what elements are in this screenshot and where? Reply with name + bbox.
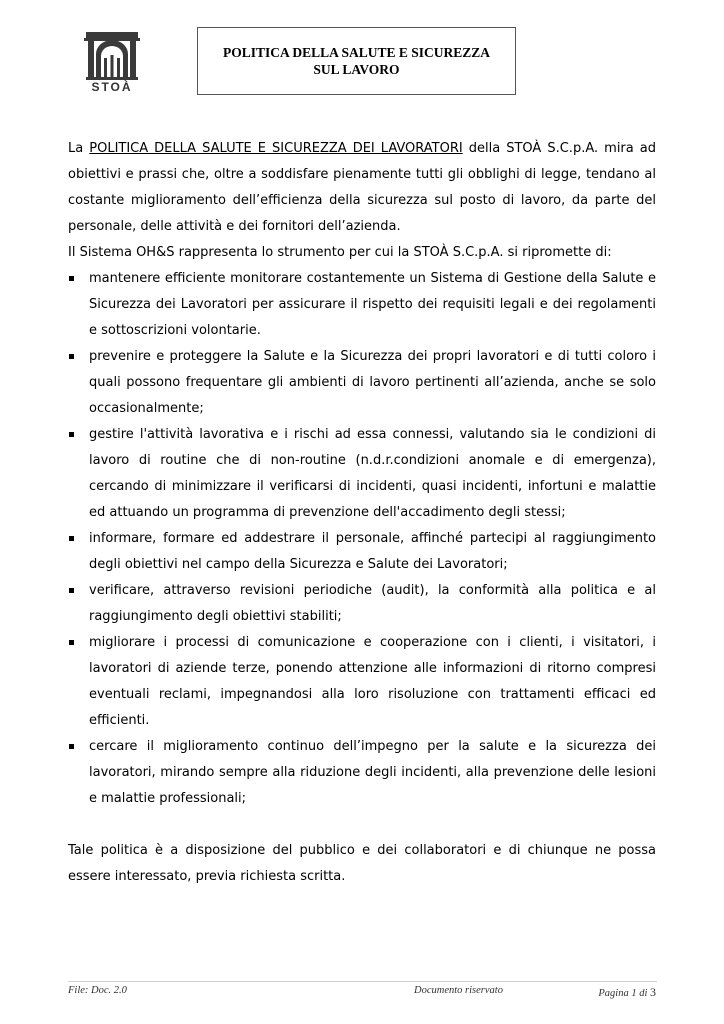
square-bullet-icon bbox=[69, 276, 74, 281]
commitments-list bbox=[68, 266, 656, 812]
list-item-text: prevenire e proteggere la Salute e la Sicurezza dei propri lavoratori e di tutti coloro i quali possono frequentare gli ambienti di lavoro pertinenti all’azienda, anche se solo occasionalmente; bbox=[89, 349, 656, 416]
document-body bbox=[68, 136, 656, 890]
square-bullet-icon bbox=[69, 354, 74, 359]
list-item bbox=[68, 344, 656, 422]
intro-text: della STOÀ S.C.p.A. mira ad obiettivi e prassi che, oltre a soddisfare pienamente tutti gli obblighi di legge, tendano al costante miglioramento dell’efficienza della sicurezza sul posto di lavoro, da parte del personale, delle attività e dei fornitori dell’azienda. bbox=[68, 141, 656, 234]
square-bullet-icon bbox=[69, 640, 74, 645]
list-item-text: migliorare i processi di comunicazione e cooperazione con i clienti, i visitatori, i lavoratori di aziende terze, ponendo attenzione alle informazioni di ritorno compresi eventuali reclami, impegnandosi alla loro risoluzione con trattamenti efficaci ed efficienti. bbox=[89, 635, 656, 728]
list-item-text: gestire l'attività lavorativa e i rischi ad essa connessi, valutando sia le condizioni di lavoro di routine che di non-routine (n.d.r.condizioni anomale e di emergenza), cercando di minimizzare il verificarsi di incidenti, quasi incidenti, infortuni e malattie ed attuando un programma di prevenzione dell'accadimento degli stessi; bbox=[89, 427, 656, 520]
list-item bbox=[68, 630, 656, 734]
company-logo bbox=[80, 28, 144, 98]
list-item bbox=[68, 266, 656, 344]
footer-page-number bbox=[598, 985, 656, 1000]
intro-paragraph bbox=[68, 136, 656, 240]
square-bullet-icon bbox=[69, 588, 74, 593]
list-item bbox=[68, 734, 656, 812]
footer-divider bbox=[68, 981, 657, 982]
closing-paragraph: Tale politica è a disposizione del pubblico e dei collaboratori e di chiunque ne possa essere interessato, previa richiesta scritta. bbox=[68, 843, 656, 884]
intro-prefix: La bbox=[68, 141, 90, 156]
logo-text: STOÀ bbox=[91, 80, 133, 94]
footer-file-ref: File: Doc. 2.0 bbox=[68, 985, 127, 996]
list-item-text: informare, formare ed addestrare il personale, affinché partecipi al raggiungimento degli obiettivi nel campo della Sicurezza e Salute dei Lavoratori; bbox=[89, 531, 656, 572]
list-item-text: cercare il miglioramento continuo dell’impegno per la salute e la sicurezza dei lavoratori, mirando sempre alla riduzione degli incidenti, alla prevenzione delle lesioni e malattie professionali; bbox=[89, 739, 656, 806]
lead-paragraph: Il Sistema OH&S rappresenta lo strumento per cui la STOÀ S.C.p.A. si ripromette di: bbox=[68, 245, 612, 260]
policy-name-underlined: POLITICA DELLA SALUTE E SICUREZZA DEI LAVORATORI bbox=[89, 141, 463, 156]
footer-confidential: Documento riservato bbox=[414, 985, 503, 996]
title-line-1: POLITICA DELLA SALUTE E SICUREZZA bbox=[222, 45, 491, 60]
footer-page-label: Pagina 1 di bbox=[598, 988, 650, 999]
title-line-2: SUL LAVORO bbox=[313, 62, 400, 77]
square-bullet-icon bbox=[69, 432, 74, 437]
list-item-text: mantenere efficiente monitorare costantemente un Sistema di Gestione della Salute e Sicurezza dei Lavoratori per assicurare il rispetto dei requisiti legali e dei regolamenti e sottoscrizioni volontarie. bbox=[89, 271, 656, 338]
list-item-text: verificare, attraverso revisioni periodiche (audit), la conformità alla politica e al raggiungimento degli obiettivi stabiliti; bbox=[89, 583, 656, 624]
square-bullet-icon bbox=[69, 744, 74, 749]
footer-page-total: 3 bbox=[650, 985, 656, 999]
document-title-box bbox=[197, 27, 516, 95]
colonnade-logo-icon bbox=[80, 28, 144, 80]
list-item bbox=[68, 526, 656, 578]
list-item bbox=[68, 422, 656, 526]
list-item bbox=[68, 578, 656, 630]
square-bullet-icon bbox=[69, 536, 74, 541]
page-footer bbox=[68, 985, 656, 1001]
